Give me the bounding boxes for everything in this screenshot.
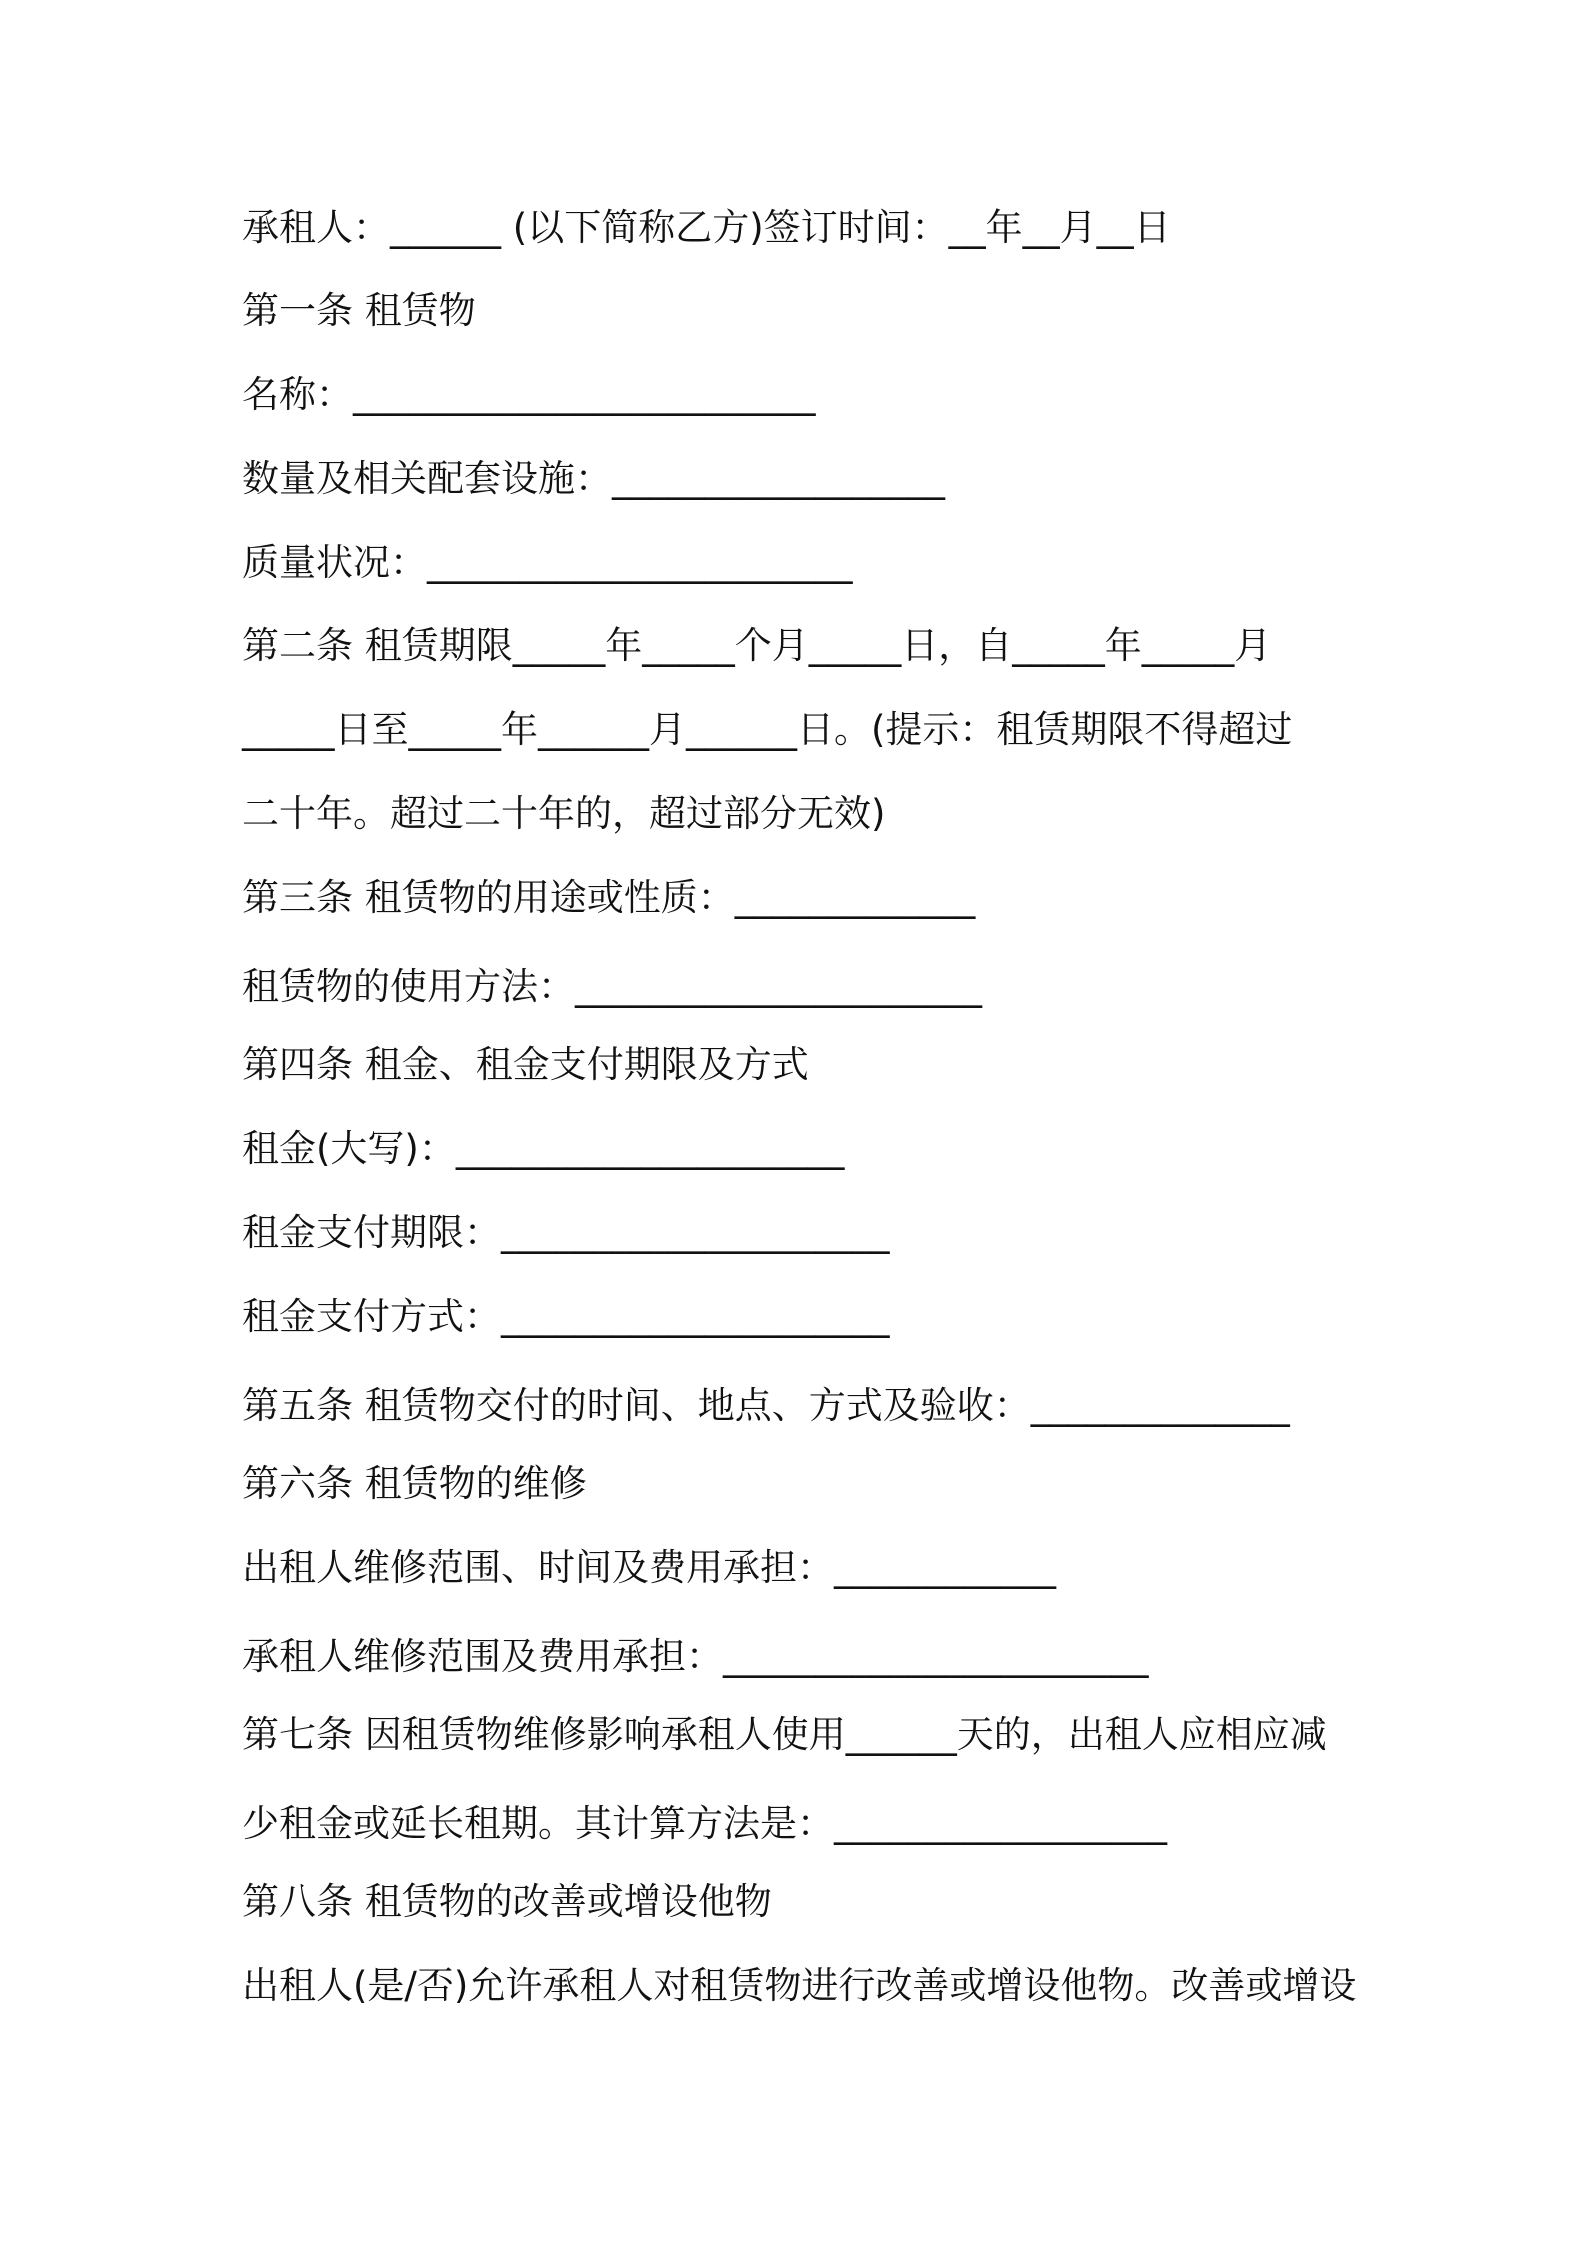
article-2-line-3: 二十年。超过二十年的，超过部分无效) <box>242 792 886 835</box>
rent-payment-method-line: 租金支付方式：_____________________ <box>242 1295 890 1338</box>
article-4-heading: 第四条 租金、租金支付期限及方式 <box>242 1043 809 1086</box>
article-8-line-1: 出租人(是/否)允许承租人对租赁物进行改善或增设他物。改善或增设 <box>242 1964 1357 2007</box>
quality-status-line: 质量状况：_______________________ <box>242 541 853 584</box>
rent-amount-line: 租金(大写)：_____________________ <box>242 1127 845 1170</box>
lessor-repair-line: 出租人维修范围、时间及费用承担：____________ <box>242 1546 1056 1589</box>
article-6-heading: 第六条 租赁物的维修 <box>242 1462 587 1505</box>
lessee-signing-line: 承租人：______ (以下简称乙方)签订时间：__年__月__日 <box>242 206 1171 249</box>
lessee-repair-line: 承租人维修范围及费用承担：_______________________ <box>242 1635 1149 1678</box>
article-1-heading: 第一条 租赁物 <box>242 289 476 332</box>
rent-payment-period-line: 租金支付期限：_____________________ <box>242 1211 890 1254</box>
article-2-line-1: 第二条 租赁期限_____年_____个月_____日，自_____年_____月 <box>242 624 1272 667</box>
quantity-facilities-line: 数量及相关配套设施：__________________ <box>242 457 945 500</box>
article-8-heading: 第八条 租赁物的改善或增设他物 <box>242 1880 772 1923</box>
article-3-heading: 第三条 租赁物的用途或性质：_____________ <box>242 876 976 919</box>
article-7-line-2: 少租金或延长租期。其计算方法是：__________________ <box>242 1802 1167 1845</box>
article-5-line: 第五条 租赁物交付的时间、地点、方式及验收：______________ <box>242 1384 1290 1427</box>
item-name-line: 名称：_________________________ <box>242 373 816 416</box>
article-7-line-1: 第七条 因租赁物维修影响承租人使用______天的，出租人应相应减 <box>242 1713 1327 1756</box>
article-2-line-2: _____日至_____年______月______日。(提示：租赁期限不得超过 <box>242 708 1293 751</box>
usage-method-line: 租赁物的使用方法：______________________ <box>242 965 982 1008</box>
